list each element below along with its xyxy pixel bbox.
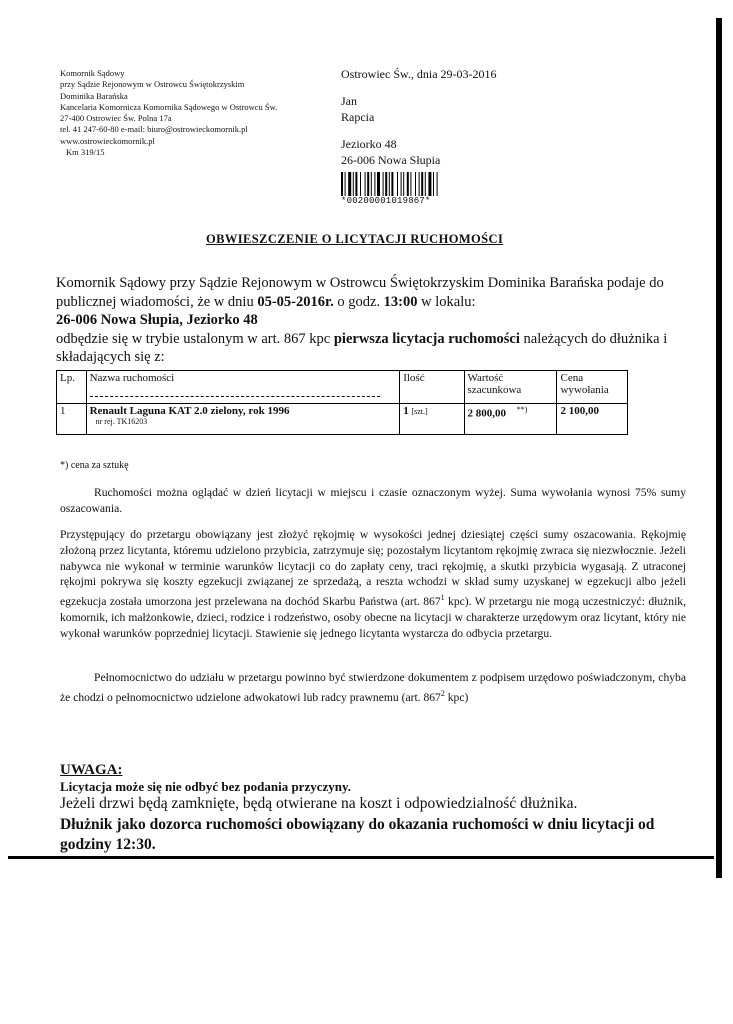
warning-line: Dłużnik jako dozorca ruchomości obowiązany do okazania ruchomości w dniu licytacji od godziny 12:30. bbox=[60, 816, 655, 853]
barcode-bar bbox=[365, 172, 366, 196]
barcode-bar bbox=[397, 172, 398, 196]
header-cell: Lp. bbox=[57, 371, 87, 404]
barcode-bar bbox=[371, 172, 372, 196]
barcode-bar bbox=[377, 172, 380, 196]
item-value: 2 800,00 bbox=[467, 407, 507, 420]
paragraph-deposit bbox=[60, 527, 686, 641]
item-value-mark: **) bbox=[516, 405, 528, 414]
document-title: OBWIESZCZENIE O LICYTACJI RUCHOMOŚCI bbox=[206, 232, 504, 246]
barcode-bar bbox=[374, 172, 375, 196]
sender-line: Kancelaria Komornicza Komornika Sądowego w Ostrowcu Św. bbox=[60, 101, 278, 112]
item-qty: 1 bbox=[403, 405, 409, 417]
row-qty-cell bbox=[400, 404, 464, 435]
sender-line: przy Sądzie Rejonowym w Ostrowcu Świętokrzyskim bbox=[60, 79, 245, 90]
case-number: Km 319/15 bbox=[66, 147, 105, 158]
barcode-bar bbox=[383, 172, 384, 196]
header-cell: Nazwa ruchomości bbox=[86, 371, 400, 404]
barcode-bar bbox=[360, 172, 361, 196]
barcode-bar bbox=[355, 172, 357, 196]
sender-line: tel. 41 247-60-80 e-mail: biuro@ostrowieckomornik.pl bbox=[60, 124, 248, 135]
intro-text: o godz. bbox=[333, 293, 384, 310]
barcode-bar bbox=[385, 172, 387, 196]
recipient-last-name: Rapcia bbox=[341, 110, 375, 124]
paragraph-proxy bbox=[60, 670, 686, 705]
auction-location: 26-006 Nowa Słupia, Jeziorko 48 bbox=[56, 312, 258, 328]
item-registration: nr rej. TK16203 bbox=[95, 417, 148, 426]
sender-line: Dominika Barańska bbox=[60, 90, 128, 101]
intro-text: w lokalu: bbox=[417, 293, 476, 310]
proxy-text: Pełnomocnictwo do udziału w przetargu powinno być stwierdzone dokumentem z podpisem urzędowo poświadczonym, chyba że chodzi o pełnomocnictwo udzielone adwokatowi lub radcy prawnemu (art. 867 bbox=[60, 671, 686, 704]
article-superscript: 2 bbox=[440, 688, 445, 698]
row-name-cell bbox=[86, 404, 400, 435]
barcode-bar bbox=[391, 172, 393, 196]
table-row bbox=[57, 404, 628, 435]
sender-block bbox=[60, 68, 277, 158]
barcode-bar bbox=[425, 172, 426, 196]
footnote: *) cena za sztukę bbox=[60, 460, 129, 471]
barcode-bar bbox=[421, 172, 423, 196]
row-lp: 1 bbox=[57, 404, 87, 435]
article-superscript: 1 bbox=[440, 593, 445, 603]
intro-text: odbędzie się w trybie ustalonym w art. 867 kpc bbox=[56, 330, 334, 347]
barcode-bar bbox=[415, 172, 416, 196]
barcode-bar bbox=[407, 172, 409, 196]
barcode-bar bbox=[401, 172, 402, 196]
recipient-street: Jeziorko 48 bbox=[341, 137, 397, 151]
barcode bbox=[341, 172, 484, 196]
header-cell: Ilość bbox=[400, 371, 464, 404]
intro-paragraph bbox=[56, 274, 686, 367]
barcode-bar bbox=[403, 172, 404, 196]
item-name: Renault Laguna KAT 2.0 zielony, rok 1996 bbox=[89, 405, 290, 417]
sender-line: Komornik Sądowy bbox=[60, 68, 125, 78]
header-cell: Wartość szacunkowa bbox=[464, 371, 557, 404]
barcode-bar bbox=[428, 172, 431, 196]
auction-time: 13:00 bbox=[383, 293, 418, 310]
barcode-bar bbox=[345, 172, 346, 196]
barcode-bar bbox=[341, 172, 343, 196]
deposit-text: Przystępujący do przetargu obowiązany jest złożyć rękojmię w wysokości jednej dziesiątej części sumy oszacowania. Rękojmię złożoną przez licytanta, któremu udzielono przybicia, zatrzymuje się; pozostałym licytantom rękojmię zwraca się niezwłocznie. Jeżeli nabywca nie wykonał w terminie warunków licytacji co do zapłaty ceny, traci rękojmię, a skutki przybicia wygasają. Z utraconej rękojmi pokrywa się koszty egzekucji związanej ze sprzedażą, a reszta wchodzi w skład sumy uzyskanej w egzekucji albo jeżeli egzekucja została umorzona jest przelewana na dochód Skarbu Państwa (art. 867 bbox=[60, 528, 686, 609]
proxy-text: kpc) bbox=[444, 690, 469, 704]
barcode-bar bbox=[419, 172, 420, 196]
warning-line: Licytacja może się nie odbyć bez podania przyczyny. bbox=[60, 779, 352, 794]
row-value-cell bbox=[464, 404, 557, 435]
barcode-bar bbox=[433, 172, 434, 196]
header-cell: Cena wywołania bbox=[557, 371, 628, 404]
barcode-bar bbox=[353, 172, 354, 196]
barcode-bar bbox=[348, 172, 351, 196]
recipient-first-name: Jan bbox=[341, 94, 357, 108]
barcode-bar bbox=[437, 172, 438, 196]
scan-edge-bar bbox=[716, 18, 722, 878]
paragraph-viewing: Ruchomości można oglądać w dzień licytacji w miejscu i czasie oznaczonym wyżej. Suma wywołania wynosi 75% sumy oszacowania. bbox=[60, 486, 686, 515]
place-date: Ostrowiec Św., dnia 29-03-2016 bbox=[341, 67, 497, 81]
warning-heading: UWAGA: bbox=[60, 762, 123, 778]
deposit-text: kpc). W przetargu nie mogą uczestniczyć: dłużnik, komornik, ich małżonkowie, dzieci, rodzice i rodzeństwo, osoby obecne na licytacji w charakterze urzędowym oraz licytant, który nie wykonał warunków poprzedniej licytacji. Stawienie się jednego licytanta wystarcza do odbycia przetargu. bbox=[60, 595, 686, 640]
intro-text: Komornik Sądowy przy Sądzie Rejonowym w Ostrowcu Świętokrzyskim Dominika Barańska podaje do publicznej wiadomości, że w dniu bbox=[56, 275, 664, 310]
row-price-cell bbox=[557, 404, 628, 435]
warning-line: Jeżeli drzwi będą zamknięte, będą otwierane na koszt i odpowiedzialność dłużnika. bbox=[60, 795, 578, 812]
barcode-number: *00200001019867* bbox=[341, 196, 431, 206]
item-price: 2 100,00 bbox=[560, 405, 599, 417]
table-header-row bbox=[57, 371, 628, 404]
bottom-rule bbox=[8, 856, 714, 859]
sender-line: 27-400 Ostrowiec Św. Polna 17a bbox=[60, 113, 172, 124]
recipient-city: 26-006 Nowa Słupia bbox=[341, 153, 441, 167]
barcode-bar bbox=[389, 172, 390, 196]
sender-line: www.ostrowieckomornik.pl bbox=[60, 135, 155, 146]
barcode-bar bbox=[367, 172, 369, 196]
dashed-divider bbox=[90, 396, 380, 397]
barcode-bar bbox=[410, 172, 411, 196]
item-unit: [szt.] bbox=[411, 407, 428, 416]
auction-date: 05-05-2016r. bbox=[257, 293, 334, 310]
items-table bbox=[56, 370, 628, 435]
auction-type: pierwsza licytacja ruchomości bbox=[333, 330, 520, 347]
intro-text: należących do dłużnika i składających się z: bbox=[56, 330, 668, 365]
